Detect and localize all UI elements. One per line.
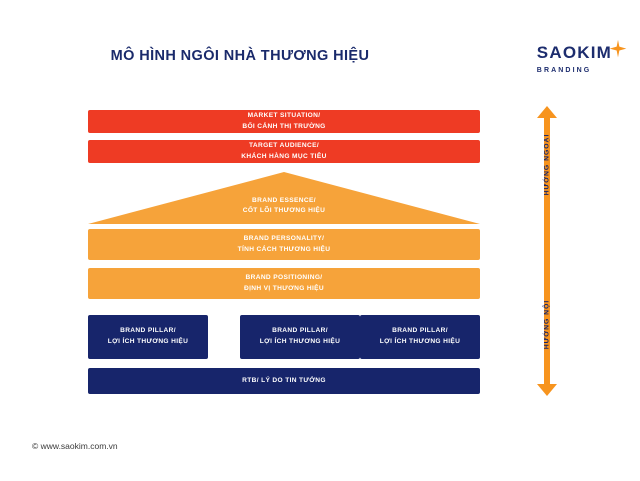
page-title: MÔ HÌNH NGÔI NHÀ THƯƠNG HIỆU <box>110 48 370 64</box>
pillar-label-line1: BRAND PILLAR/ <box>120 327 176 335</box>
row-label-line2: BỐI CẢNH THỊ TRƯỜNG <box>242 122 326 130</box>
row-label-line1: BRAND PERSONALITY/ <box>243 235 325 243</box>
pillar-label-line1: BRAND PILLAR/ <box>392 327 448 335</box>
diagram-row-brand-positioning <box>88 268 480 299</box>
arrow-label-inward: HƯỚNG NỘI <box>543 299 551 350</box>
row-label-line1: MARKET SITUATION/ <box>247 112 321 120</box>
row-label-line1: BRAND ESSENCE/ <box>252 197 316 204</box>
row-label-line2: CỐT LÕI THƯƠNG HIỆU <box>242 207 326 215</box>
star-icon <box>608 39 628 59</box>
row-label-line1: BRAND POSITIONING/ <box>245 274 323 282</box>
row-label-line2: TÍNH CÁCH THƯƠNG HIỆU <box>237 245 331 253</box>
diagram-row-market-situation <box>88 110 480 133</box>
brand-logo <box>537 44 612 74</box>
arrow-label-outward: HƯỚNG NGOẠI <box>543 133 551 196</box>
direction-arrows <box>527 106 567 396</box>
roof-label <box>88 196 480 216</box>
pillar-label-line1: BRAND PILLAR/ <box>272 327 328 335</box>
row-label-line2: ĐỊNH VỊ THƯƠNG HIỆU <box>243 284 325 292</box>
pillar-label-line2: LỢI ÍCH THƯƠNG HIỆU <box>379 338 461 345</box>
arrow-down-head-icon <box>537 384 557 396</box>
diagram-pillar-1 <box>88 315 208 359</box>
arrow-up-head-icon <box>537 106 557 118</box>
diagram-row-rtb <box>88 368 480 394</box>
diagram-row-brand-personality <box>88 229 480 260</box>
pillar-label-line2: LỢI ÍCH THƯƠNG HIỆU <box>107 338 189 345</box>
diagram-row-target-audience <box>88 140 480 163</box>
pillar-label-line2: LỢI ÍCH THƯƠNG HIỆU <box>259 338 341 345</box>
row-label-line2: KHÁCH HÀNG MỤC TIÊU <box>241 152 327 160</box>
diagram-row-brand-essence <box>88 172 480 224</box>
logo-tagline: BRANDING <box>536 67 592 74</box>
diagram-pillar-3 <box>360 315 480 359</box>
row-label-line1: TARGET AUDIENCE/ <box>248 142 320 150</box>
row-label-line1: RTB/ LÝ DO TIN TƯỞNG <box>242 376 326 384</box>
footer-copyright: © www.saokim.com.vn <box>32 441 118 451</box>
logo-wordmark: SAOKIM <box>536 43 612 62</box>
diagram-pillar-2 <box>240 315 360 359</box>
